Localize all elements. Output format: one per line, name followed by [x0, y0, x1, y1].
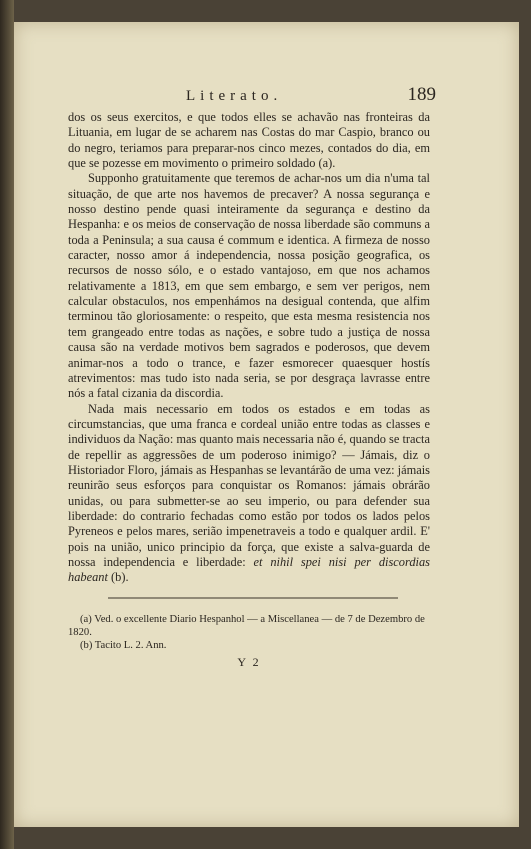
- signature-mark: Y 2: [237, 654, 261, 669]
- paragraph-2: Supponho gratuitamente que teremos de achar-nos um dia n'uma tal situação, de que arte nos havemos de precaver? A nossa segurança e nosso destino pende quasi inteiramente da segurança e destino da Hespanha: e os meios de conservação de nossa liberdade são communs a toda a Peninsula; a sua causa é commum e identica. A firmeza de nosso caracter, nosso amor á independencia, nossa posição geografica, os recursos de nosso sólo, e o estado vantajoso, em que nos achamos relativamente a 1813, em que sem embargo, e sem ver perigos, nem calcular obstaculos, nos empenhámos na desigual contenda, que alfim terminou tão gloriosamente: o respeito, que esta mesma resistencia nos tem grangeado entre todas as nações, e sobre tudo a justiça de nossa causa são na verdade motivos bem sagrados e poderosos, que devem animar-nos a todo o trance, e fazer esmorecer quaesquer hostís atrevimentos: mas tudo isto nada seria, se por desgraça lavrasse entre nós a fatal cizania da discordia.: [68, 171, 430, 401]
- page-header: [68, 84, 436, 110]
- quote-reference: (b).: [111, 570, 129, 585]
- paragraph-3-text: Nada mais necessario em todos os estados e em todas as circumstancias, que uma franca e cordeal união entre todas as classes e individuos da Nação: mas quanto mais necessaria não é, quando se tracta de repellir as aggressões de um poderoso inimigo? — Jámais, diz o Historiador Floro, jámais as Hespanhas se levantárão de uma vez: jámais reunirão seus esforços para conquistar os Romanos: jámais obrárão unidas, ou para submetter-se ao seu imperio, ou para defender sua liberdade: do contrario fechadas como estão por todos os lados pelos Pyreneos e pelos mares, serião impenetraveis a todo e qualquer ardil. E' pois na união, unico principio da força, que existe a salva-guarda de nossa independencia e liberdade:: [68, 401, 430, 569]
- footnote-b: (b) Tacito L. 2. Ann.: [80, 639, 167, 651]
- page-text-block: [68, 84, 436, 670]
- page-number: 189: [407, 84, 436, 105]
- footnotes: [68, 613, 430, 652]
- book-spine: [0, 0, 14, 849]
- footnote-a: (a) Ved. o excellente Diario Hespanhol — a Miscellanea — de 7 de Dezembro de 1820.: [68, 613, 425, 638]
- book-page: [14, 22, 519, 827]
- latin-quotation: et nihil spei nisi per discordias habeant: [68, 554, 431, 585]
- footnote-rule: [68, 586, 398, 608]
- paragraph-3: [68, 402, 430, 586]
- paragraph-1: dos os seus exercitos, e que todos elles se achavão nas fronteiras da Lituania, em lugar de se acharem nas Costas do mar Caspio, branco ou do negro, teriamos para preparar-nos cinco mezes, contados do dia, em que se pozesse em movimento o primeiro soldado (a).: [68, 110, 430, 171]
- running-title: Literato.: [186, 88, 283, 104]
